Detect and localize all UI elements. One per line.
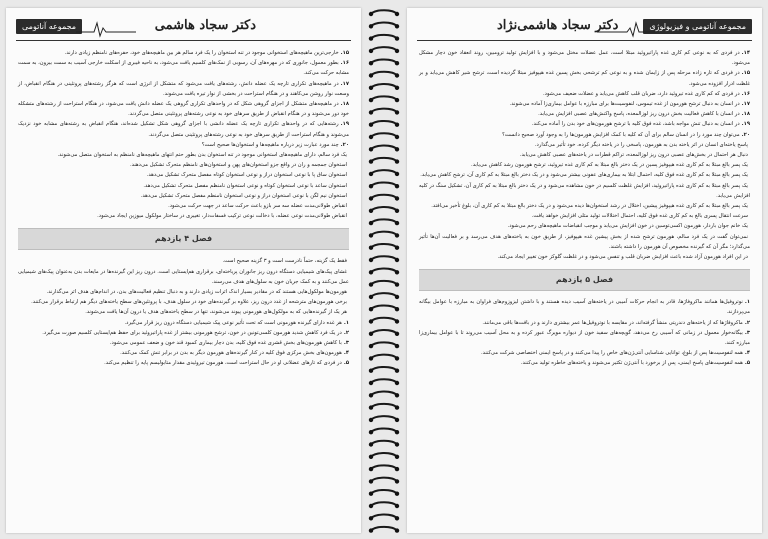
- paragraph-text: ماکروفاژها که از یاخته‌های دندریتی منشأ گرفته‌اند، در مقایسه با نوتروفیل‌ها عمر بیشتری دارند و در بافت‌ها باقی می‌مانند.: [482, 319, 743, 326]
- paragraph-number: ۲۰.: [340, 141, 349, 148]
- binding-ring: [369, 195, 399, 201]
- paragraph: [18, 287, 349, 297]
- spiral-binding: [365, 0, 403, 539]
- paragraph: [18, 170, 349, 180]
- binding-ring: [369, 109, 399, 115]
- paragraph: [18, 318, 349, 328]
- binding-ring: [369, 47, 399, 53]
- paragraph-number: ۵.: [744, 360, 750, 367]
- paragraph-text: پاسخ یاخته‌ای انسان در اثر یاخته بدن به هورمون، پاسخی را در یاخته دیگر کرده، خود تأثیر می‌گذارد.: [534, 141, 748, 148]
- left-section-title: فصل ۴ یازدهم: [154, 234, 213, 244]
- paragraph-text: بیگانه‌خوار معمول در زمانی که آسیبی رخ می‌دهد، گویچه‌های سفید خون از دیواره مویرگ عبور کرده و به محل آسیب می‌روند تا با عوامل بیماری‌زا مبارزه کنند.: [419, 329, 750, 347]
- binding-ring: [369, 244, 399, 250]
- paragraph: [419, 221, 750, 231]
- binding-ring: [369, 219, 399, 225]
- binding-ring: [369, 305, 399, 311]
- right-section-title: فصل ۵ یازدهم: [555, 275, 614, 285]
- paragraph: [419, 170, 750, 180]
- right-header-tag: مجموعه آناتومی و فیزیولوژی: [643, 19, 752, 34]
- paragraph-number: ۳.: [343, 340, 349, 347]
- binding-ring: [369, 490, 399, 496]
- paragraph-text: استخوان ساق پا با نوعی استخوان دراز و نوعی استخوان کوتاه مفصل متحرک تشکیل می‌دهد.: [146, 172, 347, 179]
- paragraph: [419, 201, 750, 211]
- paragraph-text: در این افراد هورمون آزاد شده باعث افزایش ضربان قلب و تنفس می‌شود و در غلظت گلوکز خون تغییر ایجاد می‌کند.: [497, 254, 748, 261]
- binding-ring: [369, 392, 399, 398]
- paragraph: [18, 48, 349, 58]
- left-page-header: [16, 16, 351, 41]
- paragraph: [419, 328, 750, 348]
- paragraph: [419, 232, 750, 252]
- binding-ring: [369, 207, 399, 213]
- paragraph: [18, 328, 349, 338]
- paragraph-text: دنبال هر احتمال در بخش‌های عصبی درون ریز لوزالمعده، تراکم قطرات در یاخته‌های عصبی کاهش می‌یابد.: [519, 152, 748, 159]
- binding-ring: [369, 96, 399, 102]
- paragraph-text: در انسان به دنبال ترشح هورمون از غده تیموس، لنفوسیت‌ها برای مبارزه با عوامل بیماری‌زا آماده می‌شوند.: [509, 101, 740, 108]
- left-header-tag: مجموعه آناتومی: [16, 19, 82, 34]
- binding-ring: [369, 232, 399, 238]
- paragraph-number: ۱۸.: [340, 101, 349, 108]
- paragraph: [419, 89, 750, 99]
- paragraph: [419, 68, 750, 88]
- paragraph-text: با کاهش هورمون‌های بخش قشری غده فوق کلیه، بدن دچار بیماری کمبود قند خون و ضعف عمومی می‌شود.: [109, 340, 342, 347]
- binding-ring: [369, 330, 399, 336]
- paragraph-text: سرعت انتقال پسری بالغ به کم کاری غده فوق کلیه، احتمال اختلالات تولید مثلی افزایش خواهد یافت.: [531, 213, 748, 220]
- right-page-content: [419, 48, 750, 523]
- binding-ring: [369, 170, 399, 176]
- binding-ring: [369, 182, 399, 188]
- binding-ring: [369, 146, 399, 152]
- paragraph: [18, 58, 349, 78]
- paragraph: [419, 297, 750, 317]
- paragraph: [18, 150, 349, 160]
- paragraph: [18, 256, 349, 266]
- binding-ring: [369, 453, 399, 459]
- binding-ring: [369, 10, 399, 16]
- paragraph-text: انقباض طولانی‌مدت عضله سه سر بازو باعث حرکت ساعد در جهت حرکت می‌شود.: [168, 203, 347, 210]
- left-header-author: دکتر سجاد هاشمی: [154, 18, 256, 33]
- paragraph: [18, 160, 349, 170]
- paragraph-number: ۱۷.: [340, 80, 349, 87]
- paragraph-number: ۱۴.: [741, 50, 750, 56]
- paragraph-text: یک پسر بالغ مبتلا به کم کاری غده فوق کلیه، احتمال ابتلا به بیماری‌های عفونی بیشتر می‌شود و در یک دختر بالغ مبتلا به کم کاری آن، ترشح کاهش می‌یابد.: [420, 172, 748, 179]
- paragraph-text: نمی‌توان گفت در یک فرد سالم، هورمون ترشح شده از بخش پیشین غده هیپوفیز، از طریق خون به یاخته‌های هدف می‌رسد و بر فعالیت آن‌ها تأثیر می‌گذارد؛ مگر آن که گیرنده مخصوص آن هورمون را داشته باشند.: [419, 233, 750, 250]
- left-paragraphs-after: [18, 256, 349, 368]
- right-section-heading: [419, 269, 750, 291]
- paragraph-text: در ماهیچه‌های متشکل از اجزای گروهی شکل که در واحدهای تکراری گروهی یک عضله دانش یافت می‌شود، در هنگام استراحت از رشته‌های متشکله خود دور می‌شوند و در هنگام انقباض از طریق سرهای خود به نوعی رشته‌های پروتئینی متصل می‌گردند.: [18, 101, 349, 118]
- binding-ring: [369, 23, 399, 29]
- paragraph: [419, 211, 750, 221]
- paragraph-number: ۱۶.: [741, 90, 750, 97]
- paragraph-number: ۱۶.: [340, 60, 349, 67]
- paragraph: [18, 211, 349, 221]
- right-paragraphs-before: [419, 48, 750, 262]
- paragraph-text: همه لنفوسیت‌های پاسخ ایمنی، پس از برخورد با آنتی‌ژن تکثیر می‌شوند و یاخته‌های خاطره تولید می‌کنند.: [520, 360, 743, 367]
- paragraph: [18, 99, 349, 119]
- paragraph-text: هر یک از گیرنده‌هایی که به مولکول‌های هورمونی پیوند می‌شوند، تنها در سطح یاخته‌های هدف یا درون آن‌ها یافت می‌شوند.: [85, 309, 347, 316]
- binding-ring: [369, 269, 399, 275]
- paragraph: [18, 181, 349, 191]
- binding-ring: [369, 465, 399, 471]
- left-paragraphs-before: [18, 48, 349, 221]
- paragraph-text: یک پسر بالغ مبتلا به کم کاری غده پاراتیروئید، افزایش غلظت کلسیم در خون مشاهده می‌شود و در یک دختر بالغ مبتلا به کم کاری آن، تشکیل سنگ در کلیه افزایش می‌یابد.: [419, 182, 750, 199]
- binding-ring: [369, 158, 399, 164]
- paragraph: [18, 358, 349, 368]
- paragraph-number: ۳.: [744, 329, 750, 336]
- binding-ring: [369, 281, 399, 287]
- paragraph-text: بطور معمول، جانوری که در مهره‌های آن، رسوبی از نمک‌های کلسیم یافت می‌شود، به ناحیه فیبری از اسکلت خارجی آسیب به سمت بیرون، به سمت مشابه حرکت می‌کند.: [18, 60, 349, 77]
- paragraph: [419, 252, 750, 262]
- paragraph-text: یک پسر بالغ مبتلا به کم کاری غده هیپوفیز پسین در یک دختر بالغ مبتلا به کم کاری غده تیروئید، ترشح هورمون رشد کاهش می‌یابد.: [471, 162, 748, 169]
- paragraph: [419, 140, 750, 150]
- binding-ring: [369, 256, 399, 262]
- paragraph-text: برخی هورمون‌های مترشحه از غدد درون ریز، علاوه بر گیرنده‌های خود در سلول هدف، با پروتئین‌های سطح یاخته‌های دیگر هم ارتباط برقرار می‌کنند.: [31, 299, 347, 306]
- paragraph-number: ۱.: [343, 319, 349, 326]
- paragraph: [419, 150, 750, 160]
- paragraph: [18, 307, 349, 317]
- binding-ring: [369, 293, 399, 299]
- paragraph: [18, 140, 349, 150]
- paragraph-text: نوتروفیل‌ها همانند ماکروفاژها، قادر به انجام حرکات آمیبی در یاخته‌های آسیب دیده هستند و با داشتن لیزوزوم‌های فراوان به مبارزه با عوامل بیگانه می‌پردازند.: [419, 299, 750, 316]
- paragraph: [18, 338, 349, 348]
- paragraph: [18, 297, 349, 307]
- paragraph: [419, 348, 750, 358]
- paragraph-text: استخوان نیم لگن با نوعی استخوان دراز و نوعی استخوان نامنظم مفصل متحرک تشکیل می‌دهد.: [140, 192, 347, 199]
- paragraph: [419, 160, 750, 170]
- binding-ring: [369, 416, 399, 422]
- paragraph-text: چند مورد عبارت زیر درباره ماهیچه‌ها و استخوان‌ها صحیح است؟: [201, 141, 339, 148]
- binding-ring: [369, 133, 399, 139]
- paragraph-number: ۴.: [343, 350, 349, 357]
- paragraph-text: در فردی که تاره زاده مرحله پس از زایمان شده و به نوعی کم ترشحی بخش پسین غده هیپوفیز مبتلا گردیده است، ترشح شیر کاهش می‌یابد و بر غلظت ادرار افزوده می‌شود.: [419, 70, 750, 87]
- paragraph: [18, 191, 349, 201]
- right-page: [407, 8, 762, 533]
- binding-ring: [369, 355, 399, 361]
- binding-ring: [369, 318, 399, 324]
- paragraph-text: غشای پیک‌های شیمیایی دستگاه درون ریز جانوران پریاخته‌ای، برقراری هم‌ایستایی است. درون ریز این گیرنده‌ها در مایعات بدن به‌عنوان پیک‌های شیمیایی عمل می‌کنند و به کمک جریان خون به سلول‌های هدف می‌رسند.: [18, 268, 349, 285]
- paragraph-text: یک فرد سالم، دارای ماهیچه‌های استخوانی موجود در تنه استخوان بدن بطور حتم انتهای ماهیچه‌های نامنظم به استخوان متصل می‌شوند.: [57, 152, 347, 159]
- paragraph-text: می‌توان چند مورد را در انسان سالم برای آن که کلیه با کمک افزایش هورمون‌ها را به وجود آورد صحیح دانست؟: [502, 131, 740, 138]
- paragraph-text: در فردی که تارهای عضلانی او در حال استراحت است، هورمون تیروئیدی مقدار متابولیسم پایه را تنظیم می‌کند.: [104, 360, 342, 367]
- paragraph-number: ۱۸.: [741, 111, 750, 118]
- paragraph-text: در یک فرد کاهش شدید هورمون کلسی‌تونین در خون، ترشح هورمونی بیشتر از غده پاراتیروئید برای حفظ هم‌ایستایی کلسیم صورت می‌گیرد.: [42, 329, 342, 336]
- left-page-content: [18, 48, 349, 523]
- paragraph-text: فقط یک گزینه، حتماً نادرست است و ۳ گزینه صحیح است.: [222, 258, 347, 265]
- binding-ring: [369, 441, 399, 447]
- binding-ring: [369, 367, 399, 373]
- paragraph-text: هورمون‌های بخش مرکزی فوق کلیه در کنار گیرنده‌های هورمون دیگر به بدن در برابر تنش کمک می‌کنند.: [120, 350, 342, 357]
- binding-ring: [369, 502, 399, 508]
- right-page-header: [417, 16, 752, 41]
- paragraph-number: ۲.: [343, 329, 349, 336]
- binding-ring: [369, 72, 399, 78]
- paragraph-text: انقباض طولانی‌مدت نوعی عضله، با دخالت نوعی ترکیب فسفات‌دار، تغییری در ساختار مولکول میوزین ایجاد می‌شود.: [97, 213, 347, 220]
- paragraph-text: خارجی‌ترین ماهیچه‌های استخوانی موجود در تنه استخوان را یک فرد سالم هر بین ماهیچه‌های خود، حفره‌های نامنظم زیادی دارند.: [64, 50, 339, 56]
- paragraph: [18, 267, 349, 287]
- paragraph: [419, 130, 750, 140]
- paragraph: [419, 181, 750, 201]
- paragraph-text: هر غده دارای گیرنده هورمونی است که تحت تأثیر نوعی پیک شیمیایی دستگاه درون ریز قرار می‌گیرد.: [124, 319, 342, 326]
- paragraph-text: هورمون‌ها مولکول‌هایی هستند که در مقادیر بسیار اندک اثرات زیادی دارند و به دنبال تنظیم فعالیت‌های بدن، در اندام‌های هدف اثر می‌گذارند.: [46, 289, 347, 296]
- right-paragraphs-after: [419, 297, 750, 368]
- paragraph-number: ۱۹.: [340, 121, 349, 128]
- paragraph: [18, 119, 349, 139]
- paragraph-number: ۲۰.: [741, 131, 750, 138]
- paragraph-text: در انسان به دنبال تنش مواجه باشد، غده فوق کلیه با ترشح هورمون‌های خود بدن را آماده می‌کند.: [531, 121, 740, 128]
- binding-ring: [369, 342, 399, 348]
- binding-ring: [369, 121, 399, 127]
- paragraph: [419, 119, 750, 129]
- paragraph: [18, 79, 349, 99]
- binding-ring: [369, 428, 399, 434]
- right-header-author: دکتر سجاد هاشمی‌نژاد: [497, 18, 619, 33]
- binding-ring: [369, 404, 399, 410]
- paragraph: [18, 201, 349, 211]
- paragraph-number: ۵.: [343, 360, 349, 367]
- paragraph-text: در ماهیچه‌های تکراری تارچه یک عضله دانش، رشته‌های یافت می‌شود که متشکل از انرژی است که هرگز رشته‌های پروتئینی در هنگام انقباض، از وسعت نوار روشن می‌کاهند و در هنگام استراحت در بخشی از نوار تیره یافت می‌شوند.: [18, 80, 349, 97]
- paragraph: [419, 358, 750, 368]
- binding-ring: [369, 379, 399, 385]
- paragraph: [419, 109, 750, 119]
- binding-ring: [369, 59, 399, 65]
- paragraph: [419, 99, 750, 109]
- heartbeat-line-icon: [76, 20, 136, 38]
- binding-ring: [369, 35, 399, 41]
- paragraph-text: استخوان ساعد با نوعی استخوان کوتاه و نوعی استخوان نامنظم مفصل متحرک تشکیل می‌دهد.: [143, 182, 347, 189]
- paragraph-text: در فردی که کم کاری غده تیروئید دارد، ضربان قلب کاهش می‌یابد و عضلات ضعیف می‌شود.: [543, 90, 740, 97]
- paragraph-number: ۲.: [744, 319, 750, 326]
- paragraph-number: ۱۵.: [340, 50, 349, 56]
- paragraph-text: همه لنفوسیت‌ها پس از بلوغ، توانایی شناسایی آنتی‌ژن‌های خاص را پیدا می‌کنند و در پاسخ ایمنی اختصاصی شرکت می‌کنند.: [480, 350, 743, 357]
- paragraph-number: ۱۷.: [741, 101, 750, 108]
- paragraph-text: در فردی که به نوعی کم کاری غده پاراتیروئید مبتلا است، عمل عضلات مختل می‌شود و با افزایش تولید ترومبین، روند انعقاد خون دچار مشکل می‌شود.: [419, 50, 750, 67]
- paragraph-text: یک خانم جوان باردار، هورمون اکسی‌توسین در خون افزایش می‌یابد و موجب انقباضات ماهیچه‌های رحم می‌شود.: [507, 223, 748, 230]
- paragraph: [419, 48, 750, 68]
- paragraph: [18, 348, 349, 358]
- paragraph-text: رشته‌هایی که در واحدهای تکراری تارچه یک عضله دانشی با اجزای گروهی شکل تشکیل شده‌اند، هنگام انقباض به رشته‌های مشابه خود نزدیک می‌شوند و هنگام استراحت از طریق سرهای خود به نوعی رشته‌های پروتئینی متصل می‌گردند.: [18, 121, 349, 138]
- paragraph-number: ۴.: [744, 350, 750, 357]
- paragraph-text: استخوان جمجمه و ران در واقع جزو استخوان‌های پهن و استخوان‌های نامنظم متحرک تشکیل می‌دهند.: [130, 162, 347, 169]
- paragraph-number: ۱.: [744, 299, 750, 306]
- binding-ring: [369, 527, 399, 533]
- paragraph-number: ۱۹.: [741, 121, 750, 128]
- left-section-heading: [18, 228, 349, 250]
- binding-ring: [369, 84, 399, 90]
- left-page: [6, 8, 361, 533]
- paragraph: [419, 318, 750, 328]
- paragraph-number: ۱۵.: [741, 70, 750, 77]
- binding-ring: [369, 515, 399, 521]
- binding-ring: [369, 478, 399, 484]
- paragraph-text: در انسان با کاهش فعالیت بخش درون ریز لوزالمعده، پاسخ واکنش‌های عصبی افزایش می‌یابد.: [538, 111, 740, 118]
- paragraph-text: یک پسر بالغ مبتلا به کم کاری غده هیپوفیز پیشین، اختلال در رشد استخوان‌ها دیده می‌شود و در یک دختر بالغ مبتلا به کم کاری آن، بلوغ تأخیر می‌افتد.: [431, 203, 748, 210]
